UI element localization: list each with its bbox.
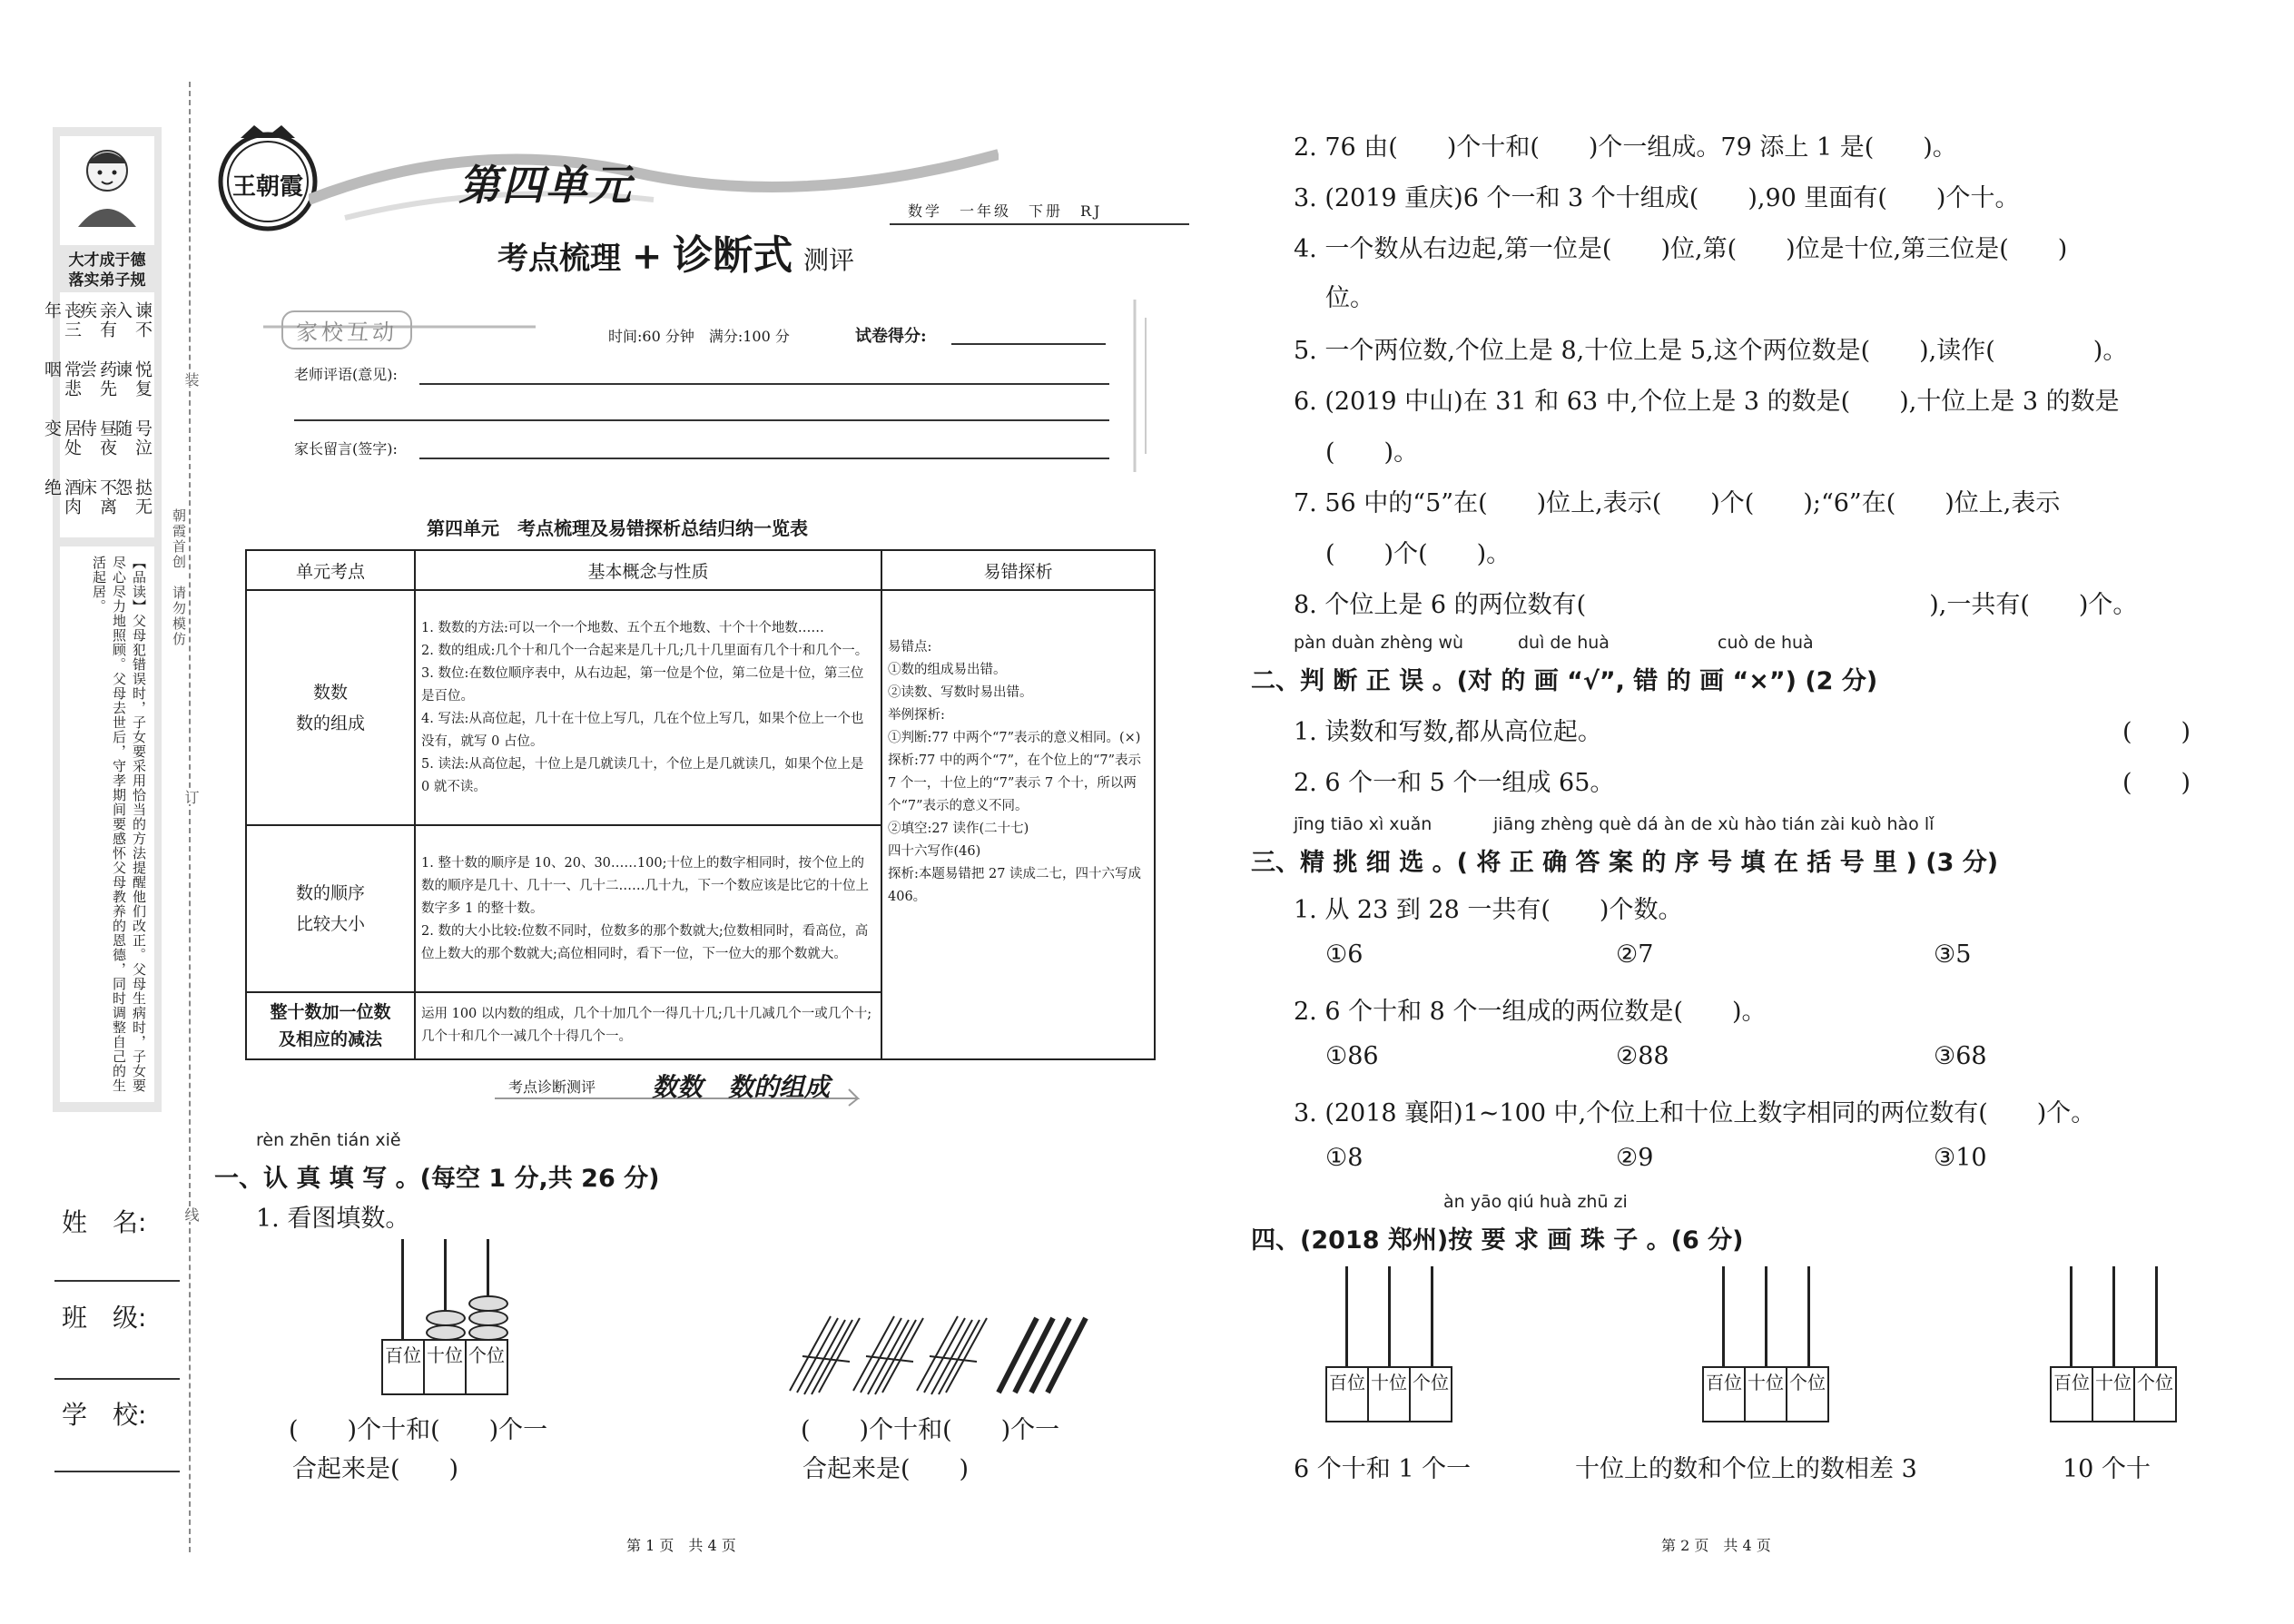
poem-col: 挞无怨 xyxy=(113,478,153,517)
school-label: 学 校: xyxy=(62,1400,147,1430)
poem-col: 酒肉绝 xyxy=(42,478,82,517)
subtitle-plus: + xyxy=(631,235,663,278)
copyright-note: 朝霞首创 请勿模仿 xyxy=(171,508,187,647)
error-item: ②填空:27 读作(二十七) xyxy=(888,822,1029,836)
page-number: 第 2 页 共 4 页 xyxy=(1661,1537,1771,1554)
question[interactable]: 5. 一个两位数,个位上是 8,十位上是 5,这个两位数是( ),读作( )。 xyxy=(1294,337,2128,365)
place-label: 十位 xyxy=(425,1341,467,1393)
error-analysis-cell xyxy=(881,590,1155,1059)
place-label: 百位 xyxy=(1327,1368,1369,1421)
motto-illustration xyxy=(60,136,154,245)
answer-paren[interactable]: ( ) xyxy=(2122,718,2191,746)
place-label: 个位 xyxy=(468,1344,505,1366)
parent-comment-line[interactable] xyxy=(419,458,1109,459)
concept-item: 5. 读法:从高位起，十位上是几就读几十，个位上是几就读几，如果个位上是 0 就不读。 xyxy=(421,756,864,794)
motto-line-2: 落实弟子规 xyxy=(68,271,146,290)
fill-blank[interactable]: 合起来是( ) xyxy=(802,1455,970,1483)
score-field[interactable] xyxy=(951,343,1106,345)
option[interactable]: ①8 xyxy=(1325,1144,1364,1172)
topic-line: 整十数加一位数 xyxy=(270,1002,391,1022)
question[interactable]: 7. 56 中的“5”在( )位上,表示( )个( );“6”在( )位上,表示 xyxy=(1294,489,2061,517)
time-info: 时间:60 分钟 满分:100 分 xyxy=(608,328,790,345)
question[interactable]: 3. (2018 襄阳)1~100 中,个位上和十位上数字相同的两位数有( )个。 xyxy=(1294,1099,2096,1127)
book-meta: 数学 一年级 下册 RJ xyxy=(908,202,1103,220)
class-label: 班 级: xyxy=(62,1303,147,1333)
subtitle-part: 考点梳理 xyxy=(497,241,621,277)
family-school-box xyxy=(263,300,1153,472)
summary-title: 第四单元 考点梳理及易错探析总结归纳一览表 xyxy=(427,517,808,539)
abacus[interactable] xyxy=(1702,1266,1829,1430)
score-label: 试卷得分: xyxy=(855,327,927,346)
abacus-rod xyxy=(2155,1266,2158,1366)
poem-col: 常悲咽 xyxy=(42,360,82,399)
poem-col: 丧三年 xyxy=(42,301,82,340)
question[interactable]: 4. 一个数从右边起,第一位是( )位,第( )位是十位,第三位是( ) xyxy=(1294,235,2068,263)
binding-mark: 线 xyxy=(182,1207,200,1222)
place-label: 百位 xyxy=(383,1341,425,1393)
option[interactable]: ②9 xyxy=(1616,1144,1654,1172)
place-label: 十位 xyxy=(1746,1368,1787,1421)
pinyin: rèn zhēn tián xiě xyxy=(256,1130,401,1150)
question: 1. 读数和写数,都从高位起。 xyxy=(1294,718,1602,746)
error-item: 易错点: xyxy=(888,640,932,655)
abacus-base xyxy=(1325,1366,1452,1422)
pinyin: pàn duàn zhèng wù xyxy=(1294,633,1464,653)
ribbon-decoration xyxy=(309,127,999,236)
question[interactable]: ( )个( )。 xyxy=(1325,540,1511,568)
pinyin: àn yāo qiú huà zhū zi xyxy=(1443,1192,1628,1212)
section-title: 一、认 真 填 写 。(每空 1 分,共 26 分) xyxy=(214,1165,660,1193)
question: 位。 xyxy=(1325,284,1374,312)
topic-cell xyxy=(246,992,415,1059)
concept-cell xyxy=(415,590,881,825)
poem-col: 药先尝 xyxy=(77,360,117,399)
error-item: ①数的组成易出错。 xyxy=(888,663,1007,677)
page-number: 第 1 页 共 4 页 xyxy=(626,1537,736,1554)
fill-blank[interactable]: 合起来是( ) xyxy=(292,1455,459,1483)
reading-note: 【品读】父母犯错误时，子女要采用恰当的方法提醒他们改正。父母生病时，子女要尽心尽力地照顾。父母去世后，守孝期间要感怀父母教养的恩德，同时调整自己的生活起居。 xyxy=(91,556,147,1093)
abacus-rod xyxy=(1807,1266,1810,1366)
question[interactable]: 2. 76 由( )个十和( )个一组成。79 添上 1 是( )。 xyxy=(1294,133,1957,162)
place-label: 个位 xyxy=(2137,1372,2173,1393)
abacus-caption: 10 个十 xyxy=(2063,1455,2151,1483)
diag-tag: 考点诊断测评 xyxy=(508,1078,596,1096)
error-item: 探析:本题易错把 27 读成二七，四十六写成 406。 xyxy=(888,867,1142,904)
error-item: ①判断:77 中两个“7”表示的意义相同。(×) xyxy=(888,731,1141,745)
poem-col: 昼夜侍 xyxy=(77,419,117,458)
place-label: 十位 xyxy=(2093,1368,2135,1421)
abacus-rod xyxy=(1388,1266,1391,1366)
parent-label: 家长留言(签字): xyxy=(294,440,398,458)
teacher-label: 老师评语(意见): xyxy=(294,366,398,383)
concept-item: 3. 数位:在数位顺序表中，从右边起，第一位是个位，第二位是十位，第三位是百位。 xyxy=(421,665,864,704)
topic-line: 数数 xyxy=(312,682,348,703)
abacus xyxy=(381,1239,508,1403)
option[interactable]: ②88 xyxy=(1616,1042,1669,1070)
table-header: 基本概念与性质 xyxy=(415,550,881,590)
abacus-bead xyxy=(468,1295,508,1312)
fill-blank[interactable]: ( )个十和( )个一 xyxy=(801,1416,1060,1444)
section-title: 四、(2018 郑州)按 要 求 画 珠 子 。(6 分) xyxy=(1251,1226,1744,1255)
option[interactable]: ③68 xyxy=(1934,1042,1987,1070)
binding-mark: 订 xyxy=(182,790,200,804)
abacus-caption: 十位上的数和个位上的数相差 3 xyxy=(1575,1455,1917,1483)
topic-line: 数的组成 xyxy=(295,713,365,733)
school-field[interactable] xyxy=(54,1471,180,1472)
name-field[interactable] xyxy=(54,1280,180,1282)
abacus-rod xyxy=(1431,1266,1433,1366)
concept-cell: 运用 100 以内数的组成，几个十加几个一得几十几;几十几减几个一或几个十;几个十和几个一减几个十得几个一。 xyxy=(415,992,881,1059)
poem xyxy=(42,301,153,528)
topic-line: 数的顺序 xyxy=(295,883,365,903)
binding-mark: 装 xyxy=(182,372,200,387)
summary-table xyxy=(245,549,1156,1060)
question[interactable]: ( )。 xyxy=(1325,438,1419,467)
abacus[interactable] xyxy=(1325,1266,1452,1430)
topic-line: 及相应的减法 xyxy=(278,1029,382,1049)
abacus-bead xyxy=(468,1310,508,1326)
option[interactable]: ③5 xyxy=(1934,940,1972,969)
poem-col: 亲有疾 xyxy=(77,301,117,340)
abacus-base xyxy=(2050,1366,2177,1422)
meta-rule xyxy=(890,223,1189,225)
concept-item: 2. 数的组成:几个十和几个一合起来是几十几;几十几里面有几个十和几个一。 xyxy=(421,643,869,658)
binding-line xyxy=(189,82,191,1552)
option[interactable]: ①6 xyxy=(1325,940,1364,969)
abacus-rod xyxy=(2112,1266,2115,1366)
poem-col: 号泣随 xyxy=(113,419,153,458)
class-field[interactable] xyxy=(54,1378,180,1380)
topic-line: 比较大小 xyxy=(295,914,365,934)
pinyin: cuò de huà xyxy=(1718,633,1814,653)
topic-cell xyxy=(246,590,415,825)
topic-cell xyxy=(246,825,415,992)
concept-item: 4. 写法:从高位起，几十在十位上写几，几在个位上写几，如果个位上一个也没有，就写 0 占位。 xyxy=(421,711,864,749)
poem-col: 不离床 xyxy=(77,478,117,517)
question[interactable]: 3. (2019 重庆)6 个一和 3 个十组成( ),90 里面有( )个十。 xyxy=(1294,184,2020,212)
family-tag: 家校互动 xyxy=(281,310,412,349)
teacher-comment-line[interactable] xyxy=(419,383,1109,385)
concept-item: 1. 整十数的顺序是 10、20、30……100;十位上的数字相同时，按个位上的数的顺序是几十、几十一、几十二……几十九，下一个数应该是比它的十位上数字多 1 的整十数。 xyxy=(421,855,869,916)
poem-col: 悦复谏 xyxy=(113,360,153,399)
abacus-rod xyxy=(1722,1266,1725,1366)
table-row xyxy=(246,590,1155,825)
abacus-base xyxy=(381,1339,508,1395)
section-title: 三、精 挑 细 选 。( 将 正 确 答 案 的 序 号 填 在 括 号 里 ) (3 分) xyxy=(1251,849,1999,877)
abacus-bead xyxy=(426,1324,466,1341)
place-label: 十位 xyxy=(1369,1368,1411,1421)
error-item: ②读数、写数时易出错。 xyxy=(888,685,1033,700)
subtitle-part: 诊断式 xyxy=(673,232,793,279)
diag-title: 数数 数的组成 xyxy=(652,1072,831,1102)
pinyin: jīng tiāo xì xuǎn xyxy=(1294,814,1433,834)
subtitle xyxy=(497,222,854,281)
poem-col: 谏不入 xyxy=(113,301,153,340)
question: 1. 看图填数。 xyxy=(256,1205,410,1233)
option[interactable]: ③10 xyxy=(1934,1144,1987,1172)
pinyin: duì de huà xyxy=(1518,633,1610,653)
unit-title: 第四单元 xyxy=(458,161,633,210)
abacus-rod xyxy=(1345,1266,1348,1366)
question[interactable]: 1. 从 23 到 28 一共有( )个数。 xyxy=(1294,896,1683,924)
option[interactable]: ②7 xyxy=(1616,940,1654,969)
name-label: 姓 名: xyxy=(62,1207,147,1237)
place-label: 个位 xyxy=(1413,1372,1449,1393)
table-header-row xyxy=(246,550,1155,590)
question[interactable]: 2. 6 个十和 8 个一组成的两位数是( )。 xyxy=(1294,998,1767,1026)
error-item: 举例探析: xyxy=(888,708,945,723)
place-label: 个位 xyxy=(1789,1372,1826,1393)
concept-item: 2. 数的大小比较:位数不同时，位数多的那个数就大;位数相同时，看高位，高位上数大的那个数就大;高位相同时，看下一位，下一位大的那个数就大。 xyxy=(421,923,869,961)
question: 2. 6 个一和 5 个一组成 65。 xyxy=(1294,769,1615,797)
question[interactable]: 8. 个位上是 6 的两位数有( ),一共有( )个。 xyxy=(1294,591,2138,619)
error-item: 探析:77 中的两个“7”，在个位上的“7”表示 7 个一，十位上的“7”表示 7 个十，所以两个“7”表示的意义不同。 xyxy=(888,753,1142,813)
motto-line-1: 大才成于德 xyxy=(68,251,146,270)
abacus-bead xyxy=(426,1310,466,1326)
answer-paren[interactable]: ( ) xyxy=(2122,769,2191,797)
table-header: 易错探析 xyxy=(881,550,1155,590)
table-header: 单元考点 xyxy=(246,550,415,590)
place-label: 百位 xyxy=(1704,1368,1746,1421)
question[interactable]: 6. (2019 中山)在 31 和 63 中,个位上是 3 的数是( ),十位上是 3 的数是 xyxy=(1294,388,2120,416)
error-item: 四十六写作(46) xyxy=(888,844,981,859)
pinyin: jiāng zhèng què dá àn de xù hào tián zài kuò hào lǐ xyxy=(1493,814,1935,834)
concept-item: 1. 数数的方法:可以一个一个地数、五个五个地数、十个十个地数…… xyxy=(421,620,824,635)
place-label: 百位 xyxy=(2052,1368,2093,1421)
abacus-rod xyxy=(401,1239,404,1339)
concept-cell xyxy=(415,825,881,992)
abacus[interactable] xyxy=(2050,1266,2177,1430)
poem-col: 居处变 xyxy=(42,419,82,458)
abacus-caption: 6 个十和 1 个一 xyxy=(1294,1455,1472,1483)
abacus-rod xyxy=(2070,1266,2072,1366)
subtitle-part: 测评 xyxy=(803,245,855,275)
teacher-comment-line[interactable] xyxy=(294,419,1109,421)
fill-blank[interactable]: ( )个十和( )个一 xyxy=(289,1416,548,1444)
abacus-bead xyxy=(468,1324,508,1341)
logo-text: 王朝霞 xyxy=(231,173,303,201)
abacus-base xyxy=(1702,1366,1829,1422)
stick-bundles-image xyxy=(781,1307,1098,1398)
section-title: 二、判 断 正 误 。(对 的 画 “√”, 错 的 画 “×”) (2 分) xyxy=(1251,667,1878,695)
abacus-rod xyxy=(1765,1266,1767,1366)
option[interactable]: ①86 xyxy=(1325,1042,1379,1070)
